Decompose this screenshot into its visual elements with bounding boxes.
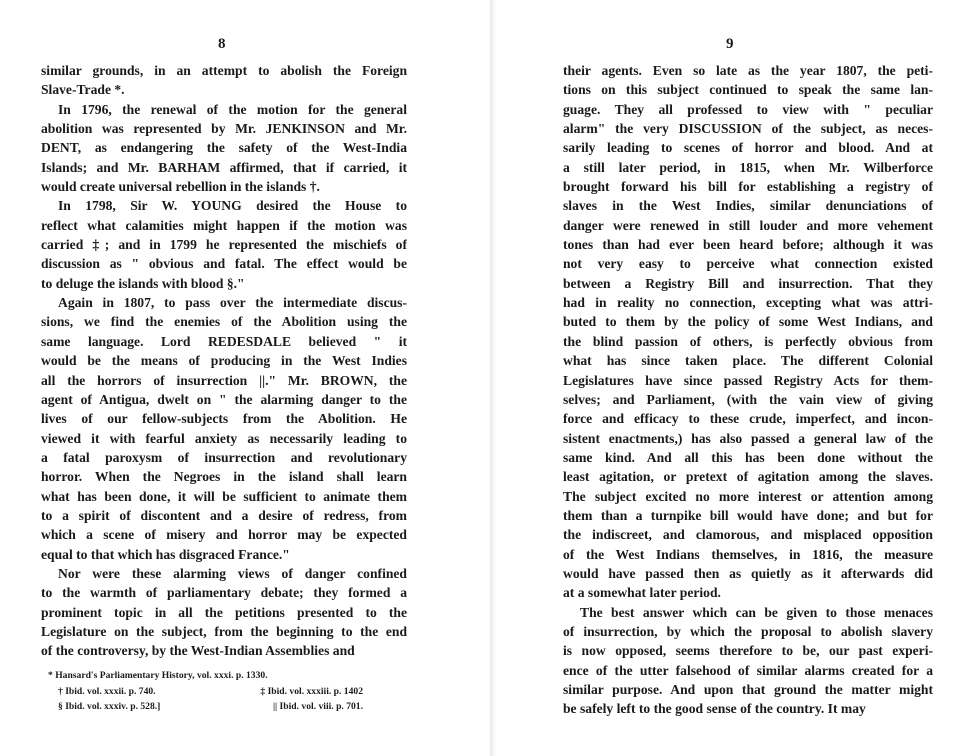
text-line: a still later period, in 1815, when Mr. Wilberforce <box>563 159 933 175</box>
text-line: what has been done, it will be sufficient to animate them <box>41 488 407 504</box>
text-line: DENT, as endangering the safety of the West-India <box>41 140 407 156</box>
page-body-text <box>563 61 933 719</box>
text-line: lives of our fellow-subjects from the Abolition. He <box>41 411 407 427</box>
text-line: The best answer which can be given to those menaces <box>580 604 933 620</box>
text-line: a fatal paroxysm of insurrection and revolutionary <box>41 449 407 465</box>
text-line: Islands; and Mr. BARHAM affirmed, that if carried, it <box>41 159 407 175</box>
text-line: similar grounds, in an attempt to abolish the Foreign <box>41 63 407 78</box>
text-line: agent of Antigua, dwelt on " the alarming danger to the <box>41 391 407 407</box>
text-line: the indiscreet, and clamorous, and misplaced opposition <box>563 527 933 543</box>
text-line: is now opposed, seems therefore to be, our past experi- <box>563 643 933 659</box>
text-line: of the West Indians themselves, in 1816, the measure <box>563 546 933 562</box>
text-line: horror. When the Negroes in the island shall learn <box>41 469 407 485</box>
text-line: buted to them by the policy of some West Indians, and <box>563 314 933 330</box>
footnotes <box>48 668 408 715</box>
text-line: of insurrection, by which the proposal to abolish slavery <box>563 623 933 639</box>
text-line: not very easy to perceive what connection existed <box>563 256 933 272</box>
text-line: sistent enactments,) has also passed a general law of the <box>563 430 933 446</box>
text-line: same kind. And all this has been done without the <box>563 449 933 465</box>
text-line: prominent topic in all the petitions presented to the <box>41 604 407 620</box>
footnote-line: * Hansard's Parliamentary History, vol. xxxi. p. 1330. <box>48 670 268 681</box>
right-page <box>490 0 980 756</box>
text-line: carried ‡; and in 1799 he represented the mischiefs of <box>41 237 407 253</box>
text-line: Again in 1807, to pass over the intermediate discus- <box>58 295 407 311</box>
text-line: discussion as " obvious and fatal. The effect would be <box>41 256 407 272</box>
text-line: what has since taken place. The different Colonial <box>563 353 933 369</box>
text-line: all the horrors of insurrection ||." Mr. BROWN, the <box>41 372 407 388</box>
footnote: ‡ Ibid. vol. xxxiii. p. 1402 <box>260 685 363 697</box>
text-line: between a Registry Bill and insurrection. That they <box>563 275 933 291</box>
text-line: tones than had ever been heard before; although it was <box>563 237 933 253</box>
text-line: equal to that which has disgraced France." <box>41 546 290 562</box>
text-line: would create universal rebellion in the islands †. <box>41 179 320 195</box>
text-line: selves; and Parliament, (with the vain view of giving <box>563 391 933 407</box>
text-line: to deluge the islands with blood §." <box>41 275 245 291</box>
text-line: to the warmth of parliamentary debate; they formed a <box>41 585 407 601</box>
footnote: || Ibid. vol. viii. p. 701. <box>272 701 363 712</box>
text-line: had in reality no connection, excepting what was attri- <box>563 295 933 311</box>
text-line: The subject excited no more interest or attention among <box>563 488 933 504</box>
text-line: Legislature on the subject, from the beginning to the end <box>41 623 407 639</box>
text-line: abolition was represented by Mr. JENKINSON and Mr. <box>41 121 407 137</box>
footnote-line <box>48 699 408 715</box>
page-number: 8 <box>218 36 226 52</box>
page-number: 9 <box>726 36 734 52</box>
footnote-line <box>48 684 408 700</box>
text-line: Legislatures have since passed Registry Acts for them- <box>563 372 933 388</box>
text-line: at a somewhat later period. <box>563 585 721 601</box>
text-line: would have passed then as quietly as it afterwards did <box>563 565 933 581</box>
text-line: least agitation, or pretext of agitation among the slaves. <box>563 469 933 485</box>
text-line: danger were renewed in still louder and more vehement <box>563 217 933 233</box>
text-line: alarm" the very DISCUSSION of the subject, as neces- <box>563 121 933 137</box>
text-line: which a scene of misery and horror may be expected <box>41 527 407 543</box>
text-line: Nor were these alarming views of danger confined <box>58 565 407 581</box>
text-line: Slave-Trade *. <box>41 82 125 98</box>
text-line: brought forward his bill for establishing a registry of <box>563 179 933 195</box>
text-line: force and efficacy to these crude, imperfect, and incon- <box>563 411 933 427</box>
text-line: same language. Lord REDESDALE believed " it <box>41 333 407 349</box>
text-line: sions, we find the enemies of the Abolition using the <box>41 314 407 330</box>
text-line: guage. They all professed to view with " peculiar <box>563 101 933 117</box>
text-line: of the controversy, by the West-Indian Assemblies and <box>41 643 355 659</box>
text-line: to a spirit of discontent and a desire of redress, from <box>41 507 407 523</box>
text-line: In 1796, the renewal of the motion for the general <box>58 101 407 117</box>
footnote: † Ibid. vol. xxxii. p. 740. <box>58 685 156 697</box>
text-line: In 1798, Sir W. YOUNG desired the House to <box>58 198 407 214</box>
footnote: § Ibid. vol. xxxiv. p. 528.] <box>58 701 161 712</box>
text-line: them than a turnpike bill would have done; and but for <box>563 507 933 523</box>
text-line: tions on this subject continued to speak the same lan- <box>563 82 933 98</box>
text-line: sarily leading to scenes of horror and blood. And at <box>563 140 933 156</box>
text-line: viewed it with fearful anxiety as necessarily leading to <box>41 430 407 446</box>
text-line: the blind passion of others, is perfectly obvious from <box>563 333 933 349</box>
page-body-text <box>41 61 407 661</box>
text-line: slaves in the West Indies, similar denunciations of <box>563 198 933 214</box>
text-line: would be the means of producing in the West Indies <box>41 353 407 369</box>
text-line: their agents. Even so late as the year 1807, the peti- <box>563 63 933 78</box>
text-line: ence of the utter falsehood of similar alarms created for a <box>563 662 933 678</box>
text-line: similar purpose. And upon that ground the matter might <box>563 682 933 697</box>
text-line: reflect what calamities might happen if the motion was <box>41 217 407 233</box>
text-line: be safely left to the good sense of the country. It may <box>563 701 866 717</box>
